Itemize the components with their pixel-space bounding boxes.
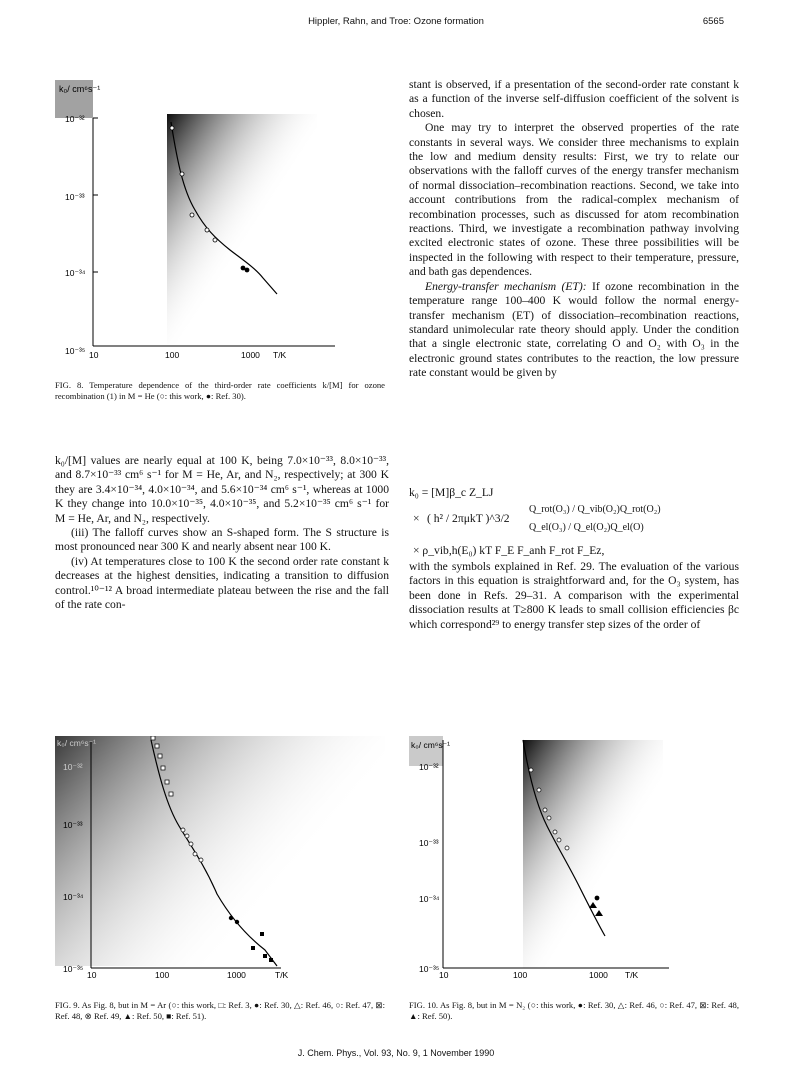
fig8-xtick-2: 100 <box>165 350 180 360</box>
fig8-xtick-1: 10 <box>89 350 99 360</box>
fig10-xtick-2: 100 <box>513 970 528 980</box>
paragraph: One may try to interpret the observed properties of the rate constants in several ways. We consider three mechanisms to explain the low and medium density results: First, we try to relate our observations with the falloff curves of the energy transfer mechanism of normal dissociation–recombination reactions. Second, we take into account contributions from the radical-complex mechanism of recombination processes, such as discussed for atom recombination reactions. Third, we investigate a recombination pathway involving excited electronic states of ozone. These three possibilities will be inspected in the following with respect to their temperature, pressure, and bath gas dependences. <box>409 121 739 279</box>
fig10-xtick-3: 1000 <box>589 970 608 980</box>
paragraph: Energy-transfer mechanism (ET): If ozone recombination in the temperature range 100–400 K would follow the normal energy-transfer mechanism (ET) of dissociation–recombination reactions, standard unimolecular rate theory should apply. Under the condition that a single electronic state, correlating O and O₂ with O₃ in the electronic ground states contributes to the reaction, the low pressure rate constant would be given by <box>409 279 740 380</box>
fig9-shade <box>55 736 385 966</box>
fig10-ytick-1: 10⁻³² <box>419 762 439 772</box>
right-column-text-2 <box>409 560 739 632</box>
fig9-point <box>229 916 233 920</box>
fig9-point <box>155 744 159 748</box>
left-column-text <box>55 454 389 612</box>
fig9-ytick-2: 10⁻³³ <box>63 820 83 830</box>
page-number: 6565 <box>702 16 724 27</box>
fig9-point <box>185 834 189 838</box>
fig10-xtick-1: 10 <box>439 970 449 980</box>
fig9-xtick-1: 10 <box>87 970 97 980</box>
paragraph: with the symbols explained in Ref. 29. The evaluation of the various factors in this equation is straightforward and, for the O₃ system, has been done in Refs. 29–31. A comparison with the experimental dissociation results at T≥800 K leads to small collision efficiencies βc which correspond²⁹ to energy transfer step sizes of the order of <box>409 560 739 631</box>
fig9-point <box>251 946 255 950</box>
fig9-point <box>193 852 197 856</box>
fig8-xtick-3: 1000 <box>241 350 260 360</box>
section-lead: Energy-transfer mechanism (ET): <box>425 279 587 293</box>
fig10-point <box>553 830 557 834</box>
fig9-point <box>269 958 273 962</box>
fig9-point <box>189 842 193 846</box>
fig8-point <box>180 172 184 176</box>
fig9-point <box>158 754 162 758</box>
fig10-ytick-2: 10⁻³³ <box>419 838 439 848</box>
equation-times: × <box>413 512 420 525</box>
fig8-ytick-1: 10⁻³² <box>65 114 85 124</box>
fig9-point <box>235 920 239 924</box>
figure-8 <box>55 80 355 370</box>
fig10-point <box>557 838 561 842</box>
fig8-point <box>170 126 174 130</box>
fig9-xtick-2: 100 <box>155 970 170 980</box>
fig10-point <box>565 846 569 850</box>
equation-term-3: Q_el(O₃) / Q_el(O₂)Q_el(O) <box>529 522 644 533</box>
fig9-point <box>169 792 173 796</box>
fig10-ylabel: k₀/ cm⁶s⁻¹ <box>411 740 450 750</box>
figure-8-caption: FIG. 8. Temperature dependence of the third-order rate coefficients k/[M] for ozone recombination (1) in M = He (○: this work, ●: Ref. 30). <box>55 380 385 401</box>
fig10-point <box>543 808 547 812</box>
figure-9-caption: FIG. 9. As Fig. 8, but in M = Ar (○: this work, □: Ref. 3, ●: Ref. 30, △: Ref. 46, ○: Ref. 47, ⊠: Ref. 48, ⊗ Ref. 49, ▲: Ref. 50, ■: Ref. 51). <box>55 1000 385 1021</box>
equation-line-3: × ρ_vib,h(E₀) kT F_E F_anh F_rot F_Ez, <box>413 544 605 557</box>
fig8-ylabel: k₀/ cm⁶s⁻¹ <box>59 84 101 94</box>
fig8-ytick-4: 10⁻³⁵ <box>65 346 86 356</box>
paragraph: k₀/[M] values are nearly equal at 100 K, being 7.0×10⁻³³, 8.0×10⁻³³, and 8.7×10⁻³³ cm⁶ s⁻¹ for M = He, Ar, and N₂, respectively; at 300 K they are 3.4×10⁻³⁴, 4.0×10⁻³⁴, and 5.6×10⁻³⁴ cm⁶ s⁻¹, whereas at 1000 K they change into 10.0×10⁻³⁵, 4.0×10⁻³⁵, and 5.2×10⁻³⁵ cm⁶ s⁻¹ for M = He, Ar, and N₂, respectively. <box>55 454 389 525</box>
fig8-ytick-2: 10⁻³³ <box>65 192 85 202</box>
fig9-xlabel: T/K <box>275 970 289 980</box>
fig9-ylabel: k₀/ cm⁶s⁻¹ <box>57 738 96 748</box>
fig8-point <box>190 213 194 217</box>
fig9-xtick-3: 1000 <box>227 970 246 980</box>
paragraph: (iii) The falloff curves show an S-shaped form. The S structure is most pronounced near 300 K and nearly absent near 100 K. <box>55 526 389 554</box>
fig8-point-ref <box>245 268 250 273</box>
paragraph: (iv) At temperatures close to 100 K the second order rate constant k decreases at the highest densities, indicating a transition to diffusion control.¹⁰⁻¹² A broad intermediate plateau between the rise and the fall of the rate con- <box>55 554 389 612</box>
fig10-ytick-3: 10⁻³⁴ <box>419 894 440 904</box>
fig9-ytick-1: 10⁻³² <box>63 762 83 772</box>
fig9-point <box>260 932 264 936</box>
fig8-point <box>205 228 209 232</box>
fig8-ytick-3: 10⁻³⁴ <box>65 268 86 278</box>
fig10-xlabel: T/K <box>625 970 639 980</box>
fig9-point <box>151 736 155 740</box>
fig10-ytick-4: 10⁻³⁵ <box>419 964 440 974</box>
fig9-point <box>263 954 267 958</box>
fig10-shade <box>523 740 663 968</box>
fig10-point <box>595 896 600 901</box>
journal-footer: J. Chem. Phys., Vol. 93, No. 9, 1 November 1990 <box>297 1048 495 1058</box>
running-header <box>0 16 792 30</box>
fig9-point <box>181 828 185 832</box>
fig9-point <box>165 780 169 784</box>
fig9-point <box>199 858 203 862</box>
figure-10 <box>409 736 699 991</box>
equation-term-1: ( h² / 2πμkT )^3/2 <box>427 512 510 525</box>
running-title: Hippler, Rahn, and Troe: Ozone formation <box>308 16 484 27</box>
fig8-xlabel: T/K <box>273 350 287 360</box>
fig10-point <box>537 788 541 792</box>
fig8-shade <box>167 114 317 344</box>
equation-term-2: Q_rot(O₃) / Q_vib(O₂)Q_rot(O₂) <box>529 504 661 515</box>
fig9-ytick-3: 10⁻³⁴ <box>63 892 84 902</box>
fig10-point <box>547 816 551 820</box>
fig10-point <box>529 768 533 772</box>
fig8-point <box>213 238 217 242</box>
right-column-text <box>409 78 739 381</box>
paragraph: stant is observed, if a presentation of the second-order rate constant k as a function of the inverse self-diffusion coefficient of the solvent is chosen. <box>409 78 739 120</box>
fig9-ytick-4: 10⁻³⁵ <box>63 964 84 974</box>
fig9-point <box>161 766 165 770</box>
figure-9 <box>55 736 385 991</box>
figure-10-caption: FIG. 10. As Fig. 8, but in M = N₂ (○: this work, ●: Ref. 30, △: Ref. 46, ○: Ref. 47, ⊠: Ref. 48, ▲: Ref. 50). <box>409 1000 739 1021</box>
equation-line-1: k₀ = [M]β_c Z_LJ <box>409 486 494 499</box>
